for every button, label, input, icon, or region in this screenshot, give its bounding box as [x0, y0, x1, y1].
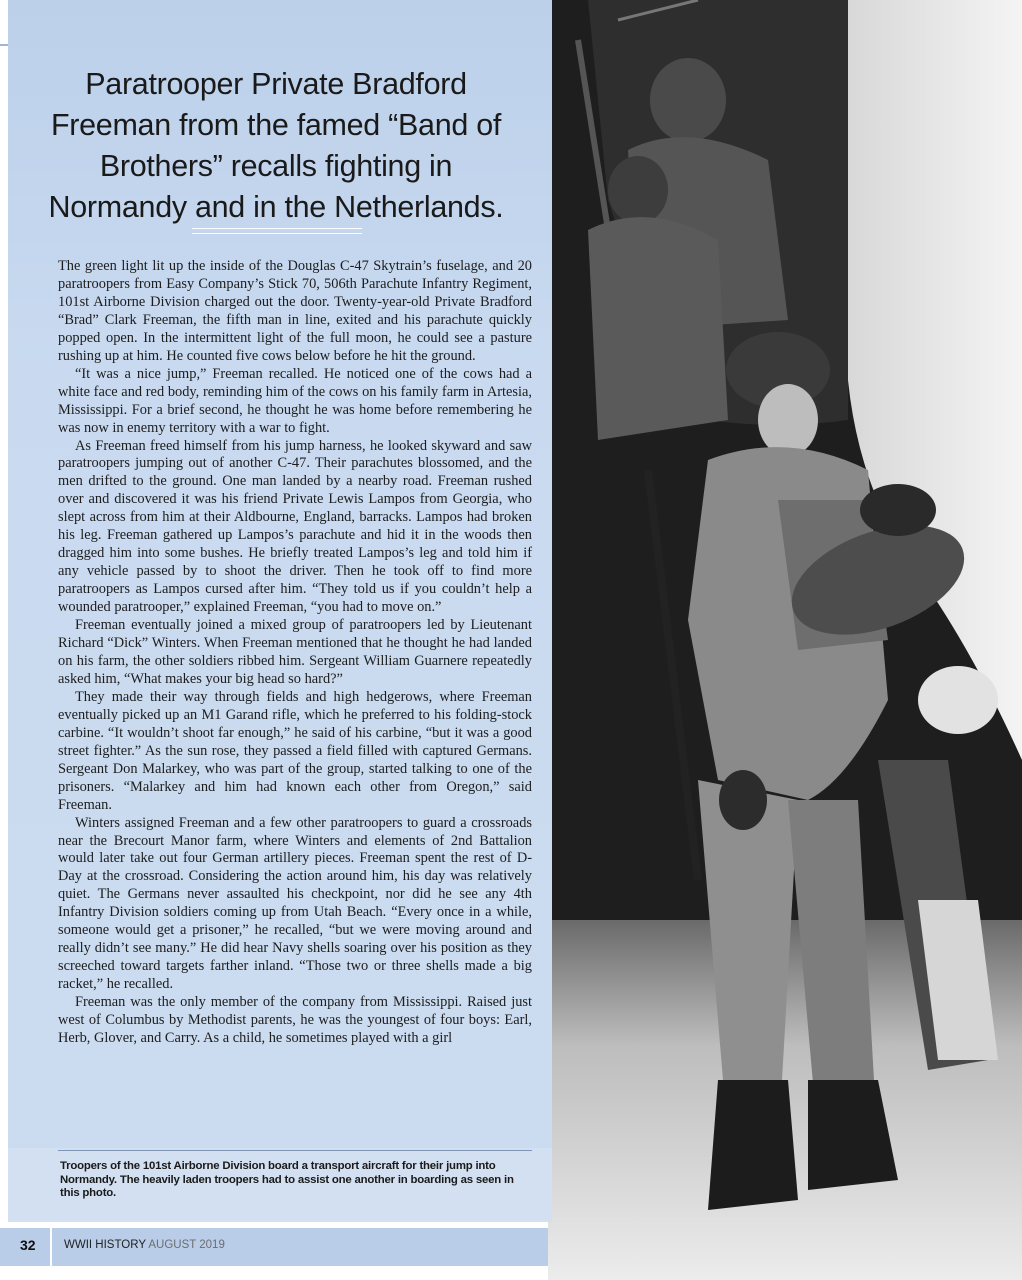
magazine-name: WWII HISTORY: [64, 1239, 146, 1251]
paratroopers-photo: [548, 0, 1022, 1280]
folio-separator: [50, 1228, 52, 1266]
article-body: [58, 258, 532, 1048]
headline-divider: [192, 228, 362, 234]
photo-caption: Troopers of the 101st Airborne Division board a transport aircraft for their jump into Normandy. The heavily laden troopers had to assist one another in boarding as seen in this photo.: [60, 1160, 514, 1200]
body-paragraph: The green light lit up the inside of the Douglas C-47 Skytrain’s fuselage, and 20 paratroopers from Easy Company’s Stick 70, 506th Parachute Infantry Regiment, 101st Airborne Division charged out the door. Twenty-year-old Private Bradford “Brad” Clark Freeman, the fifth man in line, exited and his parachute quickly popped open. In the intermittent light of the full moon, he could see a pasture rushing up at him. He counted five cows below before he hit the ground.: [58, 258, 532, 364]
caption-rule: [58, 1150, 532, 1151]
page-number: 32: [20, 1237, 36, 1253]
body-paragraph: “It was a nice jump,” Freeman recalled. He noticed one of the cows had a white face and red body, reminding him of the cows on his family farm in Artesia, Mississippi. For a brief second, he thought he was home before remembering he was now in enemy territory with a war to fight.: [58, 365, 532, 436]
body-paragraph: Winters assigned Freeman and a few other paratroopers to guard a crossroads near the Brecourt Manor farm, where Winters and elements of 2nd Battalion would later take out four German artillery pieces. Freeman spent the rest of D-Day at the crossroad. Considering the action around him, his day was relatively quiet. The Germans never assaulted his checkpoint, nor did he see any 4th Infantry Division soldiers coming up from Utah Beach. “Every once in a while, someone would get a prisoner,” he recalled, “but we were moving around and really didn’t see many.” He did hear Navy shells soaring over his position as they screeched toward targets farther inland. “Those two or three shells made a big racket,” he recalled.: [58, 814, 532, 993]
photo-illustration: [548, 0, 1022, 1280]
body-paragraph: As Freeman freed himself from his jump harness, he looked skyward and saw paratroopers jumping out of another C-47. Their parachutes blossomed, and the men drifted to the ground. One man landed by a nearby road. Freeman rushed over and discovered it was his friend Private Lewis Lampos from Georgia, who slept across from him at their Aldbourne, England, barracks. Lampos had broken his leg. Freeman gathered up Lampos’s parachute and hid it in the woods then dragged him into some bushes. He briefly treated Lampos’s leg and told him if any vehicle passed by to shoot the driver. Then he took off to find more paratroopers as Lampos cursed after him. “They told us if you couldn’t help a wounded paratrooper,” explained Freeman, “you had to move on.”: [58, 437, 532, 616]
top-rule: [0, 44, 8, 46]
article-headline: Paratrooper Private Bradford Freeman from the famed “Band of Brothers” recalls fighting in Normandy and in the Netherlands.: [48, 67, 504, 224]
body-paragraph: Freeman was the only member of the company from Mississippi. Raised just west of Columbus by Methodist parents, he was the youngest of four boys: Earl, Herb, Glover, and Carry. As a child, he sometimes played with a girl: [58, 994, 532, 1046]
body-paragraph: Freeman eventually joined a mixed group of paratroopers led by Lieutenant Richard “Dick” Winters. When Freeman mentioned that he thought he had landed on his farm, the other soldiers ribbed him. Sergeant William Guarnere repeatedly asked him, “What makes your big head so hard?”: [58, 617, 532, 687]
magazine-credit: [64, 1239, 225, 1251]
issue-date: AUGUST 2019: [148, 1239, 225, 1251]
body-paragraph: They made their way through fields and high hedgerows, where Freeman eventually picked up an M1 Garand rifle, which he preferred to his folding-stock carbine. “It wouldn’t shoot far enough,” he said of his carbine, “but it was a good street fighter.” As the sun rose, they passed a field filled with captured Germans. Sergeant Don Malarkey, who was part of the group, started talking to one of the prisoners. “Malarkey and him had known each other from Oregon,” said Freeman.: [58, 688, 532, 813]
